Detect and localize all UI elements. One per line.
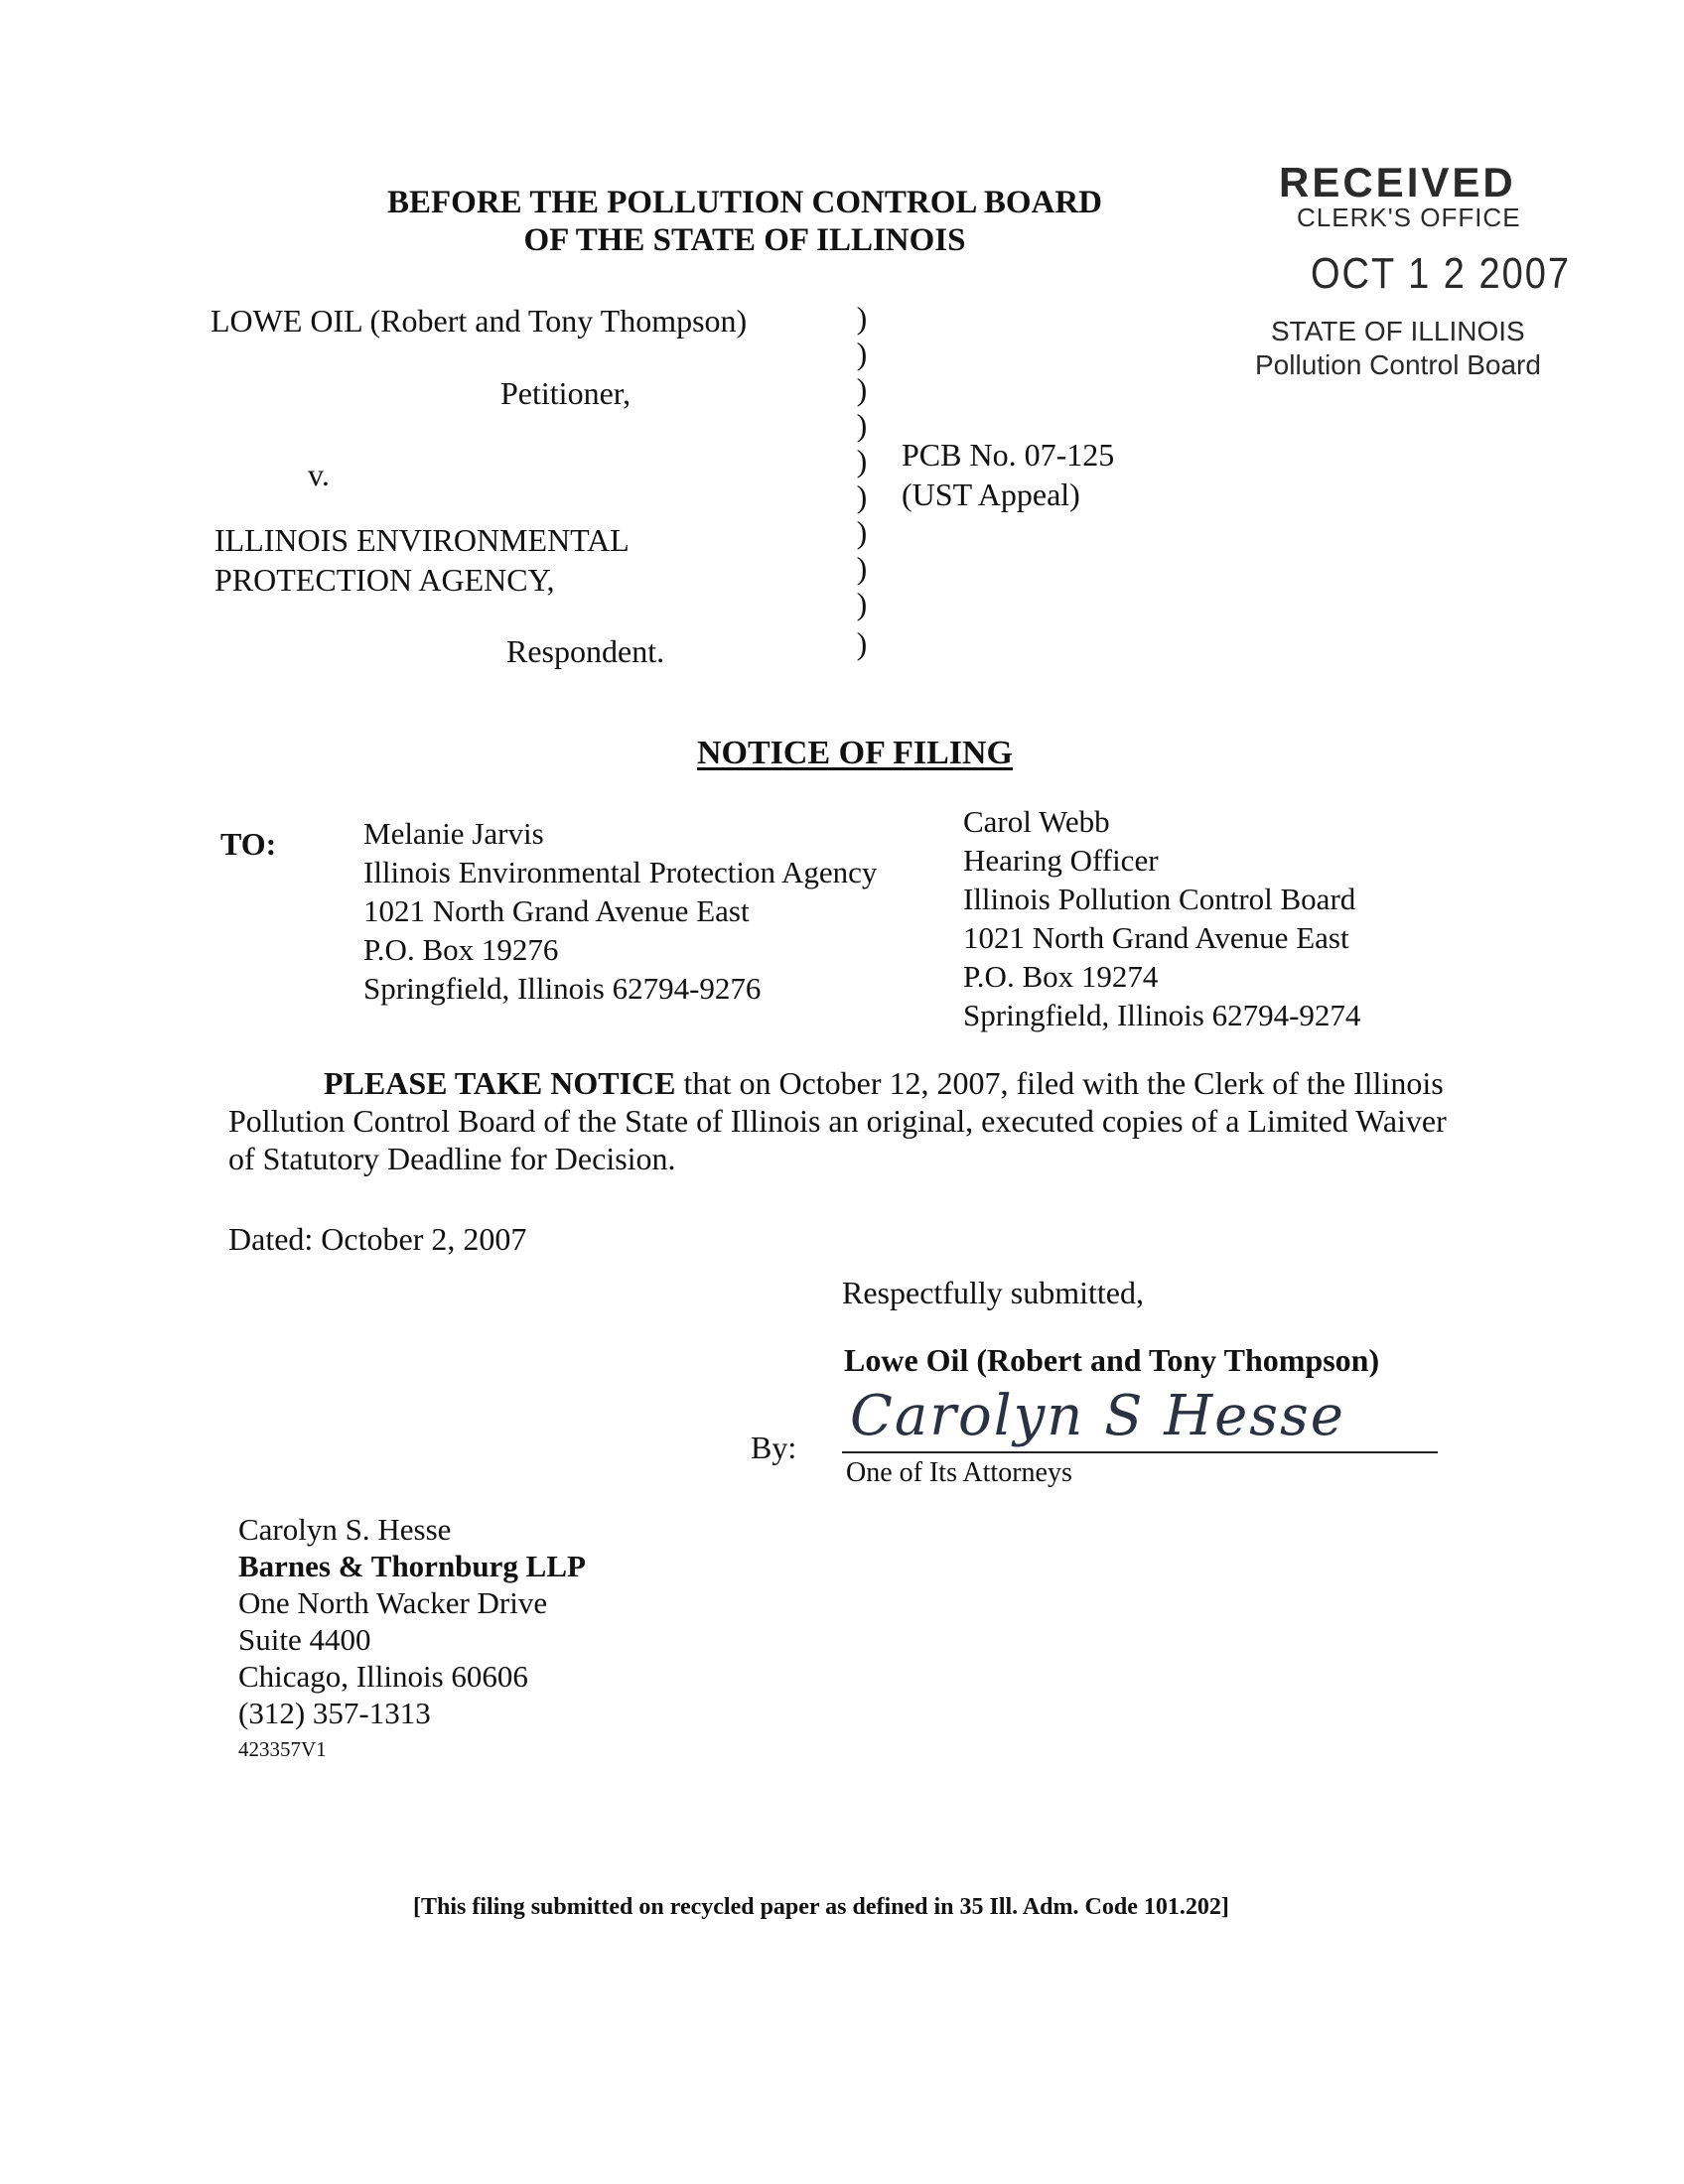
address-line: Hearing Officer <box>963 843 1159 878</box>
address-line: Illinois Pollution Control Board <box>963 882 1356 916</box>
to-label: TO: <box>220 826 277 862</box>
stamp-state: STATE OF ILLINOIS <box>1271 316 1525 346</box>
petitioner-name: LOWE OIL (Robert and Tony Thompson) <box>210 303 748 339</box>
firm-address2: Suite 4400 <box>238 1622 371 1657</box>
notice-title: NOTICE OF FILING <box>697 735 1014 771</box>
attorney-name: Carolyn S. Hesse <box>238 1512 452 1547</box>
firm-phone: (312) 357-1313 <box>238 1696 431 1730</box>
paren: ) <box>856 478 868 514</box>
caption-header-line2: OF THE STATE OF ILLINOIS <box>523 222 966 258</box>
signature-line <box>842 1451 1438 1453</box>
handwritten-signature: Carolyn S Hesse <box>850 1384 1345 1448</box>
paren: ) <box>856 550 868 586</box>
address-line: Melanie Jarvis <box>363 816 544 851</box>
respondent-line1: ILLINOIS ENVIRONMENTAL <box>214 522 630 558</box>
paren: ) <box>856 371 868 407</box>
address-line: Springfield, Illinois 62794-9276 <box>363 971 762 1006</box>
address-line: 1021 North Grand Avenue East <box>963 920 1349 955</box>
address-line: Carol Webb <box>963 804 1110 839</box>
doc-id: 423357V1 <box>238 1737 327 1761</box>
paren: ) <box>856 514 868 550</box>
address-line: Springfield, Illinois 62794-9274 <box>963 998 1361 1032</box>
appeal-type: (UST Appeal) <box>902 477 1080 512</box>
address-line: P.O. Box 19274 <box>963 959 1159 994</box>
recycled-paper-footer: [This filing submitted on recycled paper as defined in 35 Ill. Adm. Code 101.202] <box>413 1894 1229 1920</box>
paren: ) <box>856 443 868 478</box>
notice-body-line2: Pollution Control Board of the State of Illinois an original, executed copies of a Limited Waiver <box>228 1103 1447 1139</box>
pcb-number: PCB No. 07-125 <box>902 437 1115 473</box>
paren: ) <box>856 300 868 336</box>
firm-city: Chicago, Illinois 60606 <box>238 1659 528 1694</box>
versus: v. <box>308 457 330 492</box>
notice-body-line3: of Statutory Deadline for Decision. <box>228 1141 676 1176</box>
stamp-clerk-office: CLERK'S OFFICE <box>1297 203 1521 232</box>
recipient-address-1 <box>363 814 877 1008</box>
petitioner-role: Petitioner, <box>500 375 632 411</box>
notice-lead: PLEASE TAKE NOTICE <box>324 1065 676 1101</box>
respondent-line2: PROTECTION AGENCY, <box>214 562 555 598</box>
notice-body <box>228 1064 1559 1177</box>
notice-body-line1: that on October 12, 2007, filed with the Clerk of the Illinois <box>675 1065 1444 1101</box>
respondent-role: Respondent. <box>506 633 665 669</box>
firm-address1: One North Wacker Drive <box>238 1585 548 1620</box>
caption-header-line1: BEFORE THE POLLUTION CONTROL BOARD <box>386 185 1103 220</box>
paren: ) <box>856 586 868 621</box>
stamp-date: OCT 1 2 2007 <box>1311 250 1572 299</box>
paren: ) <box>856 336 868 371</box>
attorney-block <box>238 1511 586 1768</box>
paren: ) <box>856 407 868 443</box>
by-label: By: <box>751 1430 797 1465</box>
stamp-received: RECEIVED <box>1279 159 1516 205</box>
party-name: Lowe Oil (Robert and Tony Thompson) <box>844 1342 1380 1378</box>
firm-name: Barnes & Thornburg LLP <box>238 1549 586 1583</box>
paren: ) <box>856 625 868 661</box>
closing: Respectfully submitted, <box>842 1275 1144 1310</box>
dated-line: Dated: October 2, 2007 <box>228 1221 527 1257</box>
stamp-board: Pollution Control Board <box>1255 349 1541 380</box>
address-line: P.O. Box 19276 <box>363 932 559 967</box>
address-line: 1021 North Grand Avenue East <box>363 893 750 928</box>
address-line: Illinois Environmental Protection Agency <box>363 855 878 889</box>
signer-title: One of Its Attorneys <box>846 1457 1072 1488</box>
recipient-address-2 <box>963 802 1360 1034</box>
